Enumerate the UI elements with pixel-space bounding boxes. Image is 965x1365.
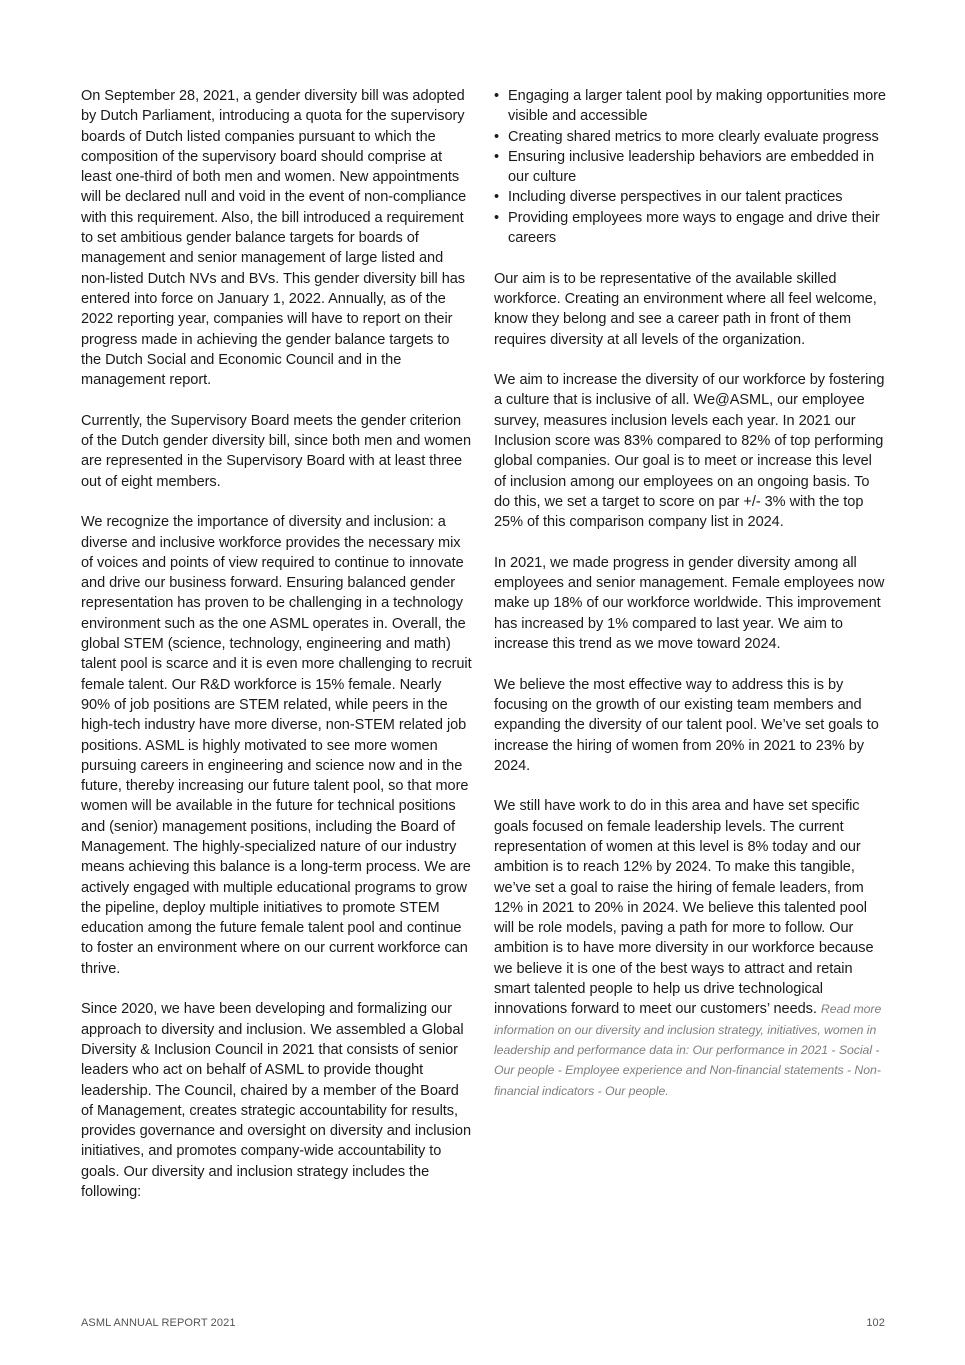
paragraph-gender-diversity-bill: On September 28, 2021, a gender diversity bill was adopted by Dutch Parliament, introducing a quota for the supervisory boards of Dutch listed companies pursuant to which the composition of the supervisory board should comprise at least one-third of both men and women. New appointments will be declared null and void in the event of non-compliance with this requirement. Also, the bill introduced a requirement to set ambitious gender balance targets for boards of management and senior management of large listed and non-listed Dutch NVs and BVs. This gender diversity bill has entered into force on January 1, 2022. Annually, as of the 2022 reporting year, companies will have to report on their progress made in achieving the gender balance targets to the Dutch Social and Economic Council and in the management report. — [81, 88, 467, 389]
paragraph-supervisory-board: Currently, the Supervisory Board meets the gender criterion of the Dutch gender diversity bill, since both men and women are represented in the Supervisory Board with at least three out of eight members. — [81, 412, 471, 490]
bullet-item: • Ensuring inclusive leadership behaviors are embedded in our culture — [494, 147, 886, 188]
paragraph-diversity-importance: We recognize the importance of diversity and inclusion: a diverse and inclusive workforce provides the necessary mix of voices and points of view required to continue to innovate and drive our business forward. Ensuring balanced gender representation has proven to be challenging in a technology environment such as the one ASML operates in. Overall, the global STEM (science, technology, engineering and math) talent pool is scarce and it is even more challenging to recruit female talent. Our R&D workforce is 15% female. Nearly 90% of job positions are STEM related, while peers in the high-tech industry have more diverse, non-STEM related job positions. ASML is highly motivated to see more women pursuing careers in engineering and science now and in the future, thereby increasing our future talent pool, so that more women will be available in the future for technical positions and (senior) management positions, including the Board of Management. The highly-specialized nature of our industry means achieving this balance is a long-term process. We are actively engaged with multiple educational programs to grow the pipeline, deploy multiple initiatives to promote STEM education among the future female talent pool and continue to foster an environment where on our current workforce can thrive. — [81, 514, 472, 977]
bullet-item: • Creating shared metrics to more clearly evaluate progress — [494, 127, 886, 147]
footer-report-title: ASML ANNUAL REPORT 2021 — [81, 1317, 236, 1329]
cross-reference-note: Read more information on our diversity and inclusion strategy, initiatives, women in leadership and performance data in: Our performance in 2021 - Social - Our people - Employee experience and Non-financial statements - Non-financial indicators - Our people. — [494, 1002, 882, 1098]
bullet-item: • Engaging a larger talent pool by making opportunities more visible and accessible — [494, 86, 886, 127]
paragraph-representative-workforce: Our aim is to be representative of the available skilled workforce. Creating an environment where all feel welcome, know they belong and see a career path in front of them requires diversity at all levels of the organization. — [494, 270, 877, 348]
strategy-bullet-list — [494, 86, 886, 248]
bullet-item: • Providing employees more ways to engage and drive their careers — [494, 208, 886, 249]
paragraph-inclusion-score: We aim to increase the diversity of our workforce by fostering a culture that is inclusive of all. We@ASML, our employee survey, measures inclusion levels each year. In 2021 our Inclusion score was 83% compared to 82% of top performing global companies. Our goal is to meet or increase this level of inclusion among our employees on an ongoing basis. To do this, we set a target to score on par +/- 3% with the top 25% of this comparison company list in 2024. — [494, 372, 885, 531]
female-leadership-text: We still have work to do in this area and have set specific goals focused on female leadership levels. The current representation of women at this level is 8% today and our ambition is to reach 12% by 2024. To make this tangible, we’ve set a goal to raise the hiring of female leaders, from 12% in 2021 to 20% in 2024. We believe this talented pool will be role models, paving a path for more to follow. Our ambition is to have more diversity in our workforce because we believe it is one of the best ways to attract and retain smart talented people to help us drive technological innovations forward to meet our customers’ needs. — [494, 798, 874, 1018]
paragraph-hiring-goals: We believe the most effective way to address this is by focusing on the growth of our existing team members and expanding the diversity of our talent pool. We’ve set goals to increase the hiring of women from 20% in 2021 to 23% by 2024. — [494, 676, 879, 774]
paragraph-female-leadership — [494, 796, 886, 1100]
footer-page-number: 102 — [866, 1317, 885, 1329]
bullet-item: • Including diverse perspectives in our talent practices — [494, 187, 886, 207]
paragraph-diversity-council: Since 2020, we have been developing and formalizing our approach to diversity and inclusion. We assembled a Global Diversity & Inclusion Council in 2021 that consists of senior leaders who act on behalf of ASML to provide thought leadership. The Council, chaired by a member of the Board of Management, creates strategic accountability for results, provides governance and oversight on diversity and inclusion initiatives, and promotes company-wide accountability to goals. Our diversity and inclusion strategy includes the following: — [81, 1001, 472, 1201]
right-column — [494, 86, 886, 1121]
left-column — [81, 86, 473, 1223]
paragraph-gender-progress: In 2021, we made progress in gender diversity among all employees and senior management. Female employees now make up 18% of our workforce worldwide. This improvement has increased by 1% compared to last year. We aim to increase this trend as we move toward 2024. — [494, 554, 885, 653]
